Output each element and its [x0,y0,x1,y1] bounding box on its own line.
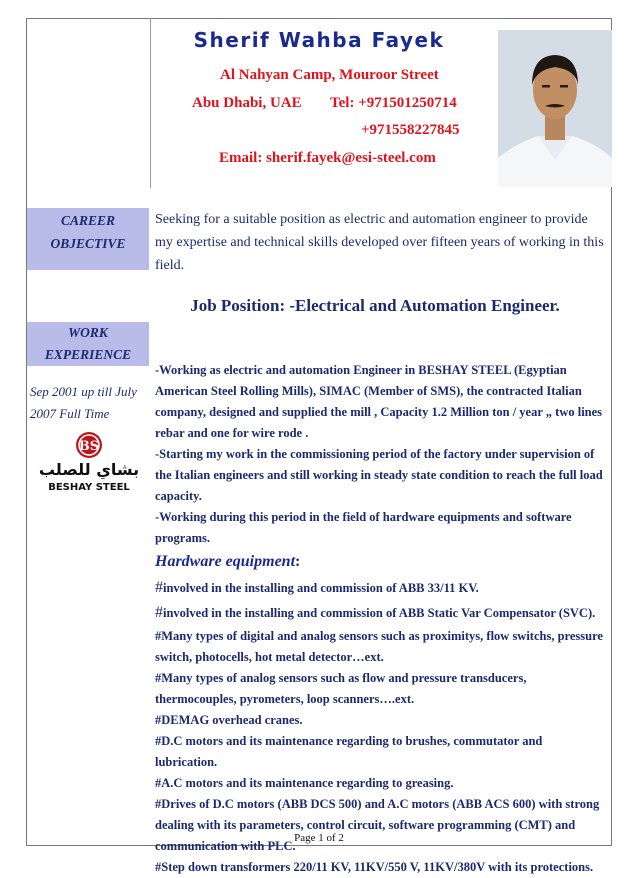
work-experience-label [27,322,149,366]
logo-badge-text: BS [78,439,100,454]
beshay-steel-logo-icon [34,430,144,494]
experience-paragraph: -Starting my work in the commissioning period of the factory under supervision of the Italian engineers and still working in steady state condition to reach the full load capacity. [155,447,603,503]
period-line1: Sep 2001 up till July [30,384,137,399]
hardware-title-text: Hardware equipment [155,553,296,570]
logo-english-text: BESHAY STEEL [48,482,130,493]
city-line: Abu Dhabi, UAE [192,95,302,111]
experience-paragraph: -Working as electric and automation Engineer in BESHAY STEEL (Egyptian American Steel Rolling Mills), SIMAC (Member of SMS), the contracted Italian company, designed and supplied the mill , Capacity 1.2 Million ton / year „ two lines rebar and one for wire rode . [155,363,603,440]
header-divider [150,18,151,188]
phone-line-2: +971558227845 [361,122,460,138]
phone-line: Tel: +971501250714 [330,95,457,111]
hardware-item: #Many types of digital and analog sensors such as proximitys, flow switchs, pressure switch, photocells, hot metal detector…ext. [155,629,603,664]
profile-photo [498,30,612,187]
candidate-name: Sherif Wahba Fayek [193,28,445,52]
logo-arabic-text: بشاي للصلب [38,460,140,479]
objective-text: Seeking for a suitable position as electric and automation engineer to provide my expertise and technical skills developed over fifteen years of working in this field. [155,212,604,273]
page-number: Page 1 of 2 [294,832,344,844]
email-text[interactable]: Email: sherif.fayek@esi-steel.com [219,150,436,166]
hardware-item: #A.C motors and its maintenance regarding to greasing. [155,776,454,790]
hardware-item: #DEMAG overhead cranes. [155,713,303,727]
hardware-item-text: involved in the installing and commission of ABB 33/11 KV. [163,581,479,595]
hardware-item-text: involved in the installing and commission of ABB Static Var Compensator (SVC). [163,606,596,620]
experience-details [155,360,605,878]
career-objective-label [27,208,149,270]
hardware-item: #Drives of D.C motors (ABB DCS 500) and A.C motors (ABB ACS 600) with strong dealing with its parameters, control circuit, software programming (CMT) and communication with PLC. [155,797,600,853]
hardware-item: #Many types of analog sensors such as flow and pressure transducers, thermocouples, pyrometers, loop scanners….ext. [155,671,527,706]
hardware-item: #Step down transformers 220/11 KV, 11KV/550 V, 11KV/380V with its protections. [155,860,594,874]
work-label-line1: WORK [68,325,108,340]
address-line: Al Nahyan Camp, Mouroor Street [220,67,439,83]
hardware-item [155,602,605,624]
hardware-item: #D.C motors and its maintenance regarding to brushes, commutator and lubrication. [155,734,543,769]
period-line2: 2007 Full Time [30,406,110,421]
email-line[interactable] [219,150,436,167]
experience-paragraph: -Working during this period in the field of hardware equipments and software programs. [155,510,572,545]
hardware-title-colon: : [295,553,301,570]
person-portrait-icon [498,30,612,187]
career-label-line2: OBJECTIVE [50,236,126,251]
hardware-item [155,577,605,599]
hash-marker: # [155,604,163,621]
hash-marker: # [155,579,163,596]
job-position-title: Job Position: -Electrical and Automation Engineer. [190,296,560,315]
work-label-line2: EXPERIENCE [44,347,132,362]
hardware-section-title [155,550,605,574]
company-logo [34,430,144,494]
employment-period [30,381,137,425]
career-label-line1: CAREER [60,213,116,228]
